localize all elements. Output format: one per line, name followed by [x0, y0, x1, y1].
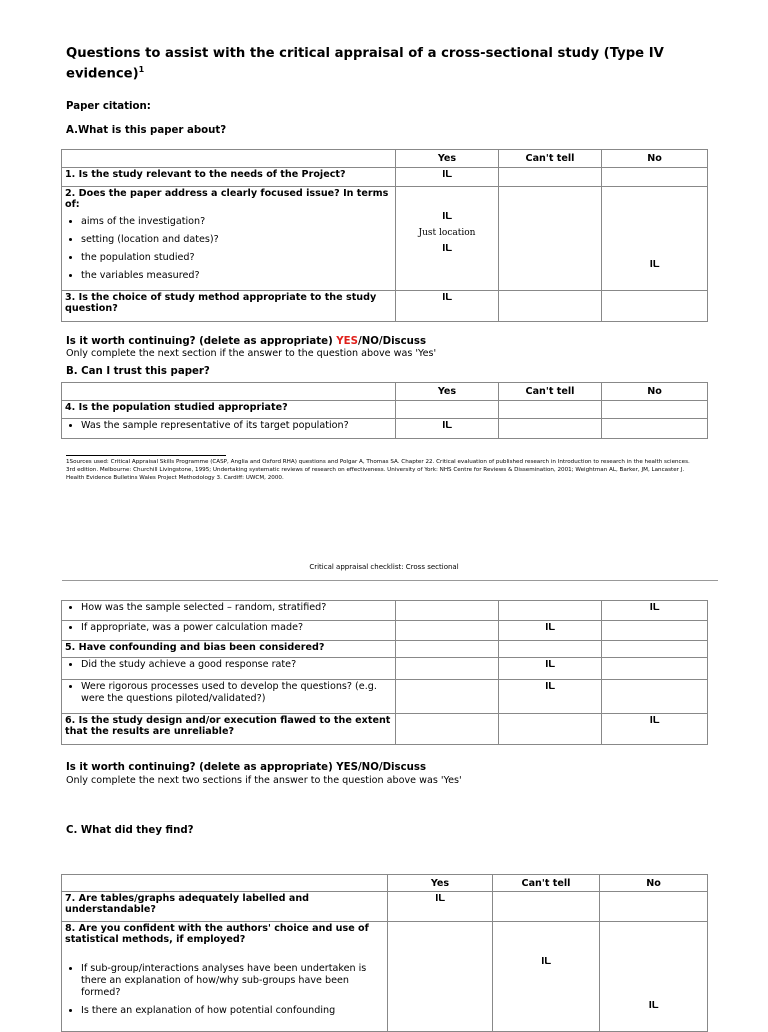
q2-cant-tell-cell[interactable] [499, 187, 602, 291]
q4-item-2-cant-tell-cell[interactable] [499, 601, 602, 621]
check-mark-icon: ـاا [545, 660, 555, 670]
blank-header [62, 383, 396, 401]
check-mark-icon: ـاا [435, 894, 445, 904]
check-mark-icon: ـاا [649, 603, 660, 613]
blank-header [62, 150, 396, 168]
col-no-header: No [602, 383, 708, 401]
section-a-heading: A.What is this paper about? [66, 125, 227, 136]
q6-no-cell[interactable] [602, 714, 708, 745]
title-footnote-marker: 1 [138, 65, 145, 74]
check-mark-icon: ـاا [442, 293, 452, 303]
question-2-cell [62, 187, 396, 291]
col-yes-header: Yes [396, 150, 499, 168]
col-yes-header: Yes [396, 383, 499, 401]
continue-prompt-2: Is it worth continuing? (delete as appropriate) YES/NO/Discuss [66, 762, 427, 773]
question-3: 3. Is the choice of study method appropriate to the study question? [62, 291, 396, 322]
question-1: 1. Is the study relevant to the needs of the Project? [62, 168, 396, 187]
q1-no-cell[interactable] [602, 168, 708, 187]
q4-yes-cell[interactable] [396, 401, 499, 419]
question-2: 2. Does the paper address a clearly focused issue? In terms of: [65, 188, 389, 210]
continue-yes-highlight: YES [336, 336, 358, 347]
check-mark-icon: ـاا [649, 260, 660, 270]
q7-no-cell[interactable] [600, 892, 708, 922]
list-item: • How was the sample selected – random, stratified? [81, 602, 392, 614]
continue-note-2: Only complete the next two sections if the answer to the question above was 'Yes' [66, 775, 462, 786]
question-6: 6. Is the study design and/or execution flawed to the extent that the results are unreliable? [62, 714, 396, 745]
q5-item-1-yes-cell[interactable] [396, 658, 499, 680]
list-item: • the population studied? [81, 252, 392, 264]
q4-cant-tell-cell[interactable] [499, 401, 602, 419]
q1-yes-cell[interactable] [396, 168, 499, 187]
q4-item-1-yes-cell[interactable] [396, 419, 499, 439]
q3-yes-cell[interactable] [396, 291, 499, 322]
table-section-b [61, 382, 708, 439]
list-item: • If appropriate, was a power calculation made? [81, 622, 392, 634]
check-mark-icon: ـاا [545, 623, 555, 633]
check-mark-icon: ـاا [649, 716, 660, 726]
table-section-a [61, 149, 708, 322]
footnote-separator [66, 455, 226, 456]
col-cant-tell-header: Can't tell [499, 383, 602, 401]
page-break-rule [62, 580, 718, 581]
table-section-c [61, 874, 708, 1032]
q4-item-2-cell [62, 601, 396, 621]
list-item: • the variables measured? [81, 270, 392, 282]
q5-no-cell[interactable] [602, 641, 708, 658]
q5-item-2-yes-cell[interactable] [396, 680, 499, 714]
q5-item-1-cant-tell-cell[interactable] [499, 658, 602, 680]
question-7: 7. Are tables/graphs adequately labelled and understandable? [62, 892, 388, 922]
q8-cant-tell-cell[interactable] [493, 922, 600, 1032]
question-8-cell [62, 922, 388, 1032]
table-section-b-continued [61, 600, 708, 745]
q4-item-1-cell [62, 419, 396, 439]
check-mark-icon: ـاا [648, 1001, 659, 1011]
q3-cant-tell-cell[interactable] [499, 291, 602, 322]
check-mark-icon: ـاا [442, 244, 452, 254]
check-mark-icon: ـاا [545, 682, 555, 692]
q7-cant-tell-cell[interactable] [493, 892, 600, 922]
q4-item-3-cell [62, 621, 396, 641]
section-b-heading: B. Can I trust this paper? [66, 366, 210, 377]
continue-prompt-1 [66, 336, 426, 347]
list-item: • Did the study achieve a good response rate? [81, 659, 392, 671]
check-mark-icon: ـاا [442, 170, 452, 180]
footnote: 1Sources used: Critical Appraisal Skills Programme (CASP, Anglia and Oxford RHA) questions and Polgar A, Thomas SA. Chapter 22. Critical evaluation of published research in Introduction to research in the health sciences. 3rd edition. Melbourne: Churchill Livingstone, 1995; Undertaking systematic reviews of research on effectiveness. University of York: NHS Centre for Reviews & Dissemination, 2001; Weightman AL, Barker, JM, Lancaster J. Health Evidence Bulletins Wales Project Methodology 3. Cardiff: UWCM, 2000. [66, 459, 690, 481]
continue-note-1: Only complete the next section if the answer to the question above was 'Yes' [66, 348, 437, 359]
handwritten-note: Just location [418, 228, 476, 238]
list-item: • setting (location and dates)? [81, 234, 392, 246]
list-item: • Is there an explanation of how potential confounding [81, 1005, 384, 1017]
q5-item-2-cant-tell-cell[interactable] [499, 680, 602, 714]
q5-item-2-cell [62, 680, 396, 714]
q8-yes-cell[interactable] [388, 922, 493, 1032]
q4-item-1-no-cell[interactable] [602, 419, 708, 439]
q7-yes-cell[interactable] [388, 892, 493, 922]
col-cant-tell-header: Can't tell [493, 875, 600, 892]
q6-cant-tell-cell[interactable] [499, 714, 602, 745]
continue-prompt-1-text: Is it worth continuing? (delete as appropriate) [66, 336, 337, 347]
question-5: 5. Have confounding and bias been considered? [62, 641, 396, 658]
col-yes-header: Yes [388, 875, 493, 892]
list-item: • Was the sample representative of its target population? [81, 420, 392, 432]
q6-yes-cell[interactable] [396, 714, 499, 745]
title-text: Questions to assist with the critical appraisal of a cross-sectional study (Type IV evidence) [66, 46, 664, 82]
question-4: 4. Is the population studied appropriate? [62, 401, 396, 419]
col-no-header: No [602, 150, 708, 168]
document-title [66, 46, 706, 82]
check-mark-icon: ـاا [442, 421, 452, 431]
q1-cant-tell-cell[interactable] [499, 168, 602, 187]
q8-criteria-list [65, 963, 384, 1017]
q4-item-1-cant-tell-cell[interactable] [499, 419, 602, 439]
list-item: • Were rigorous processes used to develop the questions? (e.g. were the questions piloted/validated?) [81, 681, 392, 705]
list-item: • If sub-group/interactions analyses have been undertaken is there an explanation of how/why sub-groups have been formed? [81, 963, 384, 999]
check-mark-icon: ـاا [442, 212, 452, 222]
question-8: 8. Are you confident with the authors' choice and use of statistical methods, if employed? [65, 923, 369, 945]
q2-yes-cell[interactable] [396, 187, 499, 291]
q4-item-3-no-cell[interactable] [602, 621, 708, 641]
q5-item-1-no-cell[interactable] [602, 658, 708, 680]
blank-header [62, 875, 388, 892]
q2-criteria-list [65, 216, 392, 282]
page-footer: Critical appraisal checklist: Cross sectional [309, 563, 459, 571]
list-item: • aims of the investigation? [81, 216, 392, 228]
q4-item-3-cant-tell-cell[interactable] [499, 621, 602, 641]
continue-options: /NO/Discuss [357, 336, 427, 347]
q8-no-cell[interactable] [600, 922, 708, 1032]
q5-item-1-cell [62, 658, 396, 680]
q3-no-cell[interactable] [602, 291, 708, 322]
q5-cant-tell-cell[interactable] [499, 641, 602, 658]
q2-no-cell[interactable] [602, 187, 708, 291]
col-no-header: No [600, 875, 708, 892]
q4-item-2-no-cell[interactable] [602, 601, 708, 621]
col-cant-tell-header: Can't tell [499, 150, 602, 168]
q4-item-3-yes-cell[interactable] [396, 621, 499, 641]
q5-item-2-no-cell[interactable] [602, 680, 708, 714]
q4-item-2-yes-cell[interactable] [396, 601, 499, 621]
check-mark-icon: ـاا [541, 957, 551, 967]
q4-no-cell[interactable] [602, 401, 708, 419]
q5-yes-cell[interactable] [396, 641, 499, 658]
paper-citation-label: Paper citation: [66, 101, 151, 112]
section-c-heading: C. What did they find? [66, 825, 194, 836]
